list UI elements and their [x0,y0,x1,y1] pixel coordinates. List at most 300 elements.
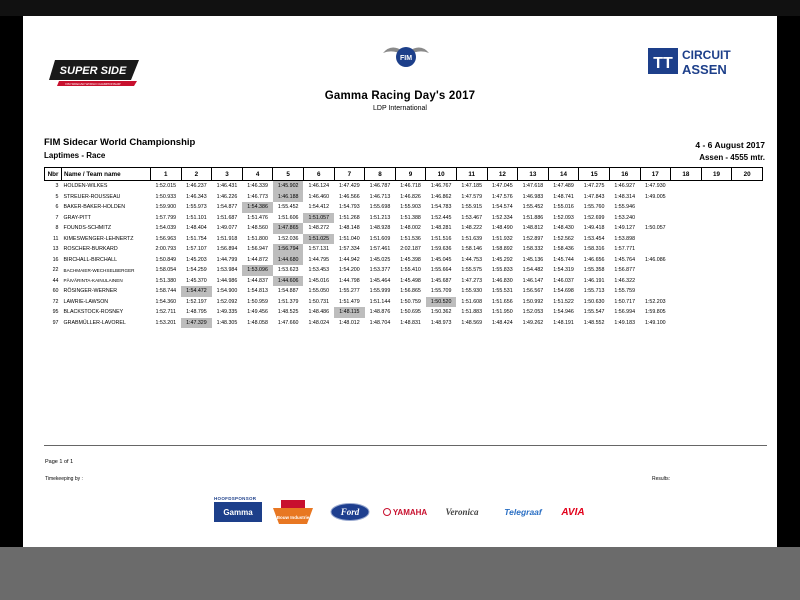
svg-text:Ford: Ford [340,507,360,517]
svg-text:CIRCUIT: CIRCUIT [682,48,731,62]
lap-time-cell: 1:52.093 [553,214,574,221]
table-row [45,244,763,255]
lap-time-cell: 1:51.950 [492,309,513,316]
lap-time-cell: 1:54.319 [553,267,574,274]
lap-time-cell: 1:51.522 [553,298,574,305]
lap-time-cell: 1:52.711 [155,309,176,316]
lap-time-cell: 1:45.292 [492,256,513,263]
lap-time-cell: 1:51.639 [461,235,483,242]
lap-time-cell: 1:45.687 [430,277,452,284]
lap-time-cell: 1:56.963 [155,235,177,242]
lap-time-cell [640,202,671,213]
venue-info: Assen - 4555 mtr. [699,153,765,162]
sponsor-bouw-logo [273,500,313,524]
rider-number: 95 [52,309,59,316]
lap-time-cell [701,265,732,276]
lap-time-cell: 1:54.039 [155,225,177,232]
lap-time-cell: 1:51.379 [277,298,299,305]
lap-time-cell: 1:58.892 [492,246,513,253]
team-name: LAWRIE-LAWSON [63,298,109,305]
lap-time-cell [671,244,702,255]
lap-time-cell: 1:48.424 [492,319,513,326]
lap-time-cell [701,276,732,287]
header-lap-13: 13 [518,168,549,181]
lap-time-cell: 1:55.016 [553,204,574,211]
lap-time-cell: 1:46.191 [583,277,605,284]
lap-time-cell [671,297,702,308]
lap-time-cell: 1:50.630 [583,298,605,305]
page-info: Page 1 of 1 [45,459,74,465]
header-lap-19: 19 [701,168,732,181]
lap-time-cell [732,223,763,234]
lap-time-cell: 1:47.275 [583,183,605,190]
best-lap-cell: 1:54.472 [181,286,212,297]
lap-time-cell: 1:49.100 [644,319,666,326]
lap-time-cell: 1:50.759 [400,298,421,305]
event-subtitle: LDP International [373,105,427,112]
header-lap-2: 2 [181,168,212,181]
lap-time-cell: 1:51.609 [369,235,391,242]
lap-time-cell: 1:50.959 [247,298,268,305]
lap-time-cell [671,192,702,203]
lap-time-cell: 1:46.767 [430,183,452,190]
lap-time-cell: 1:48.281 [430,225,452,232]
lap-time-cell: 1:51.516 [430,235,452,242]
tt-circuit-assen-logo [646,44,768,78]
lap-time-cell [732,297,763,308]
best-lap-cell: 1:44.606 [273,276,304,287]
lap-time-cell [701,255,732,266]
svg-text:FIM: FIM [399,55,413,62]
lap-time-cell: 1:50.695 [400,309,421,316]
team-name: ROSCHER-BURKARD [63,246,118,253]
lap-time-cell: 1:46.656 [583,256,605,263]
lap-time-cell: 1:47.489 [553,183,574,190]
lap-time-cell: 1:52.699 [583,214,605,221]
lap-time-cell: 1:52.445 [430,214,452,221]
team-name: BIRCHALL-BIRCHALL [63,256,118,263]
team-name: STREUER-ROUSSEAU [63,193,121,200]
lap-time-cell: 1:50.849 [155,256,177,263]
lap-time-cell: 1:46.431 [216,183,238,190]
lap-time-cell [671,223,702,234]
best-lap-cell: 1:51.057 [303,213,334,224]
lap-time-cell: 1:51.101 [186,214,207,221]
lap-time-cell: 1:51.380 [155,277,177,284]
lap-time-cell: 1:52.092 [216,298,238,305]
lap-time-cell: 1:53.240 [614,214,636,221]
team-name: RÖSINGER-WERNER [63,288,118,295]
lap-time-cell: 1:55.973 [186,204,207,211]
lap-time-cell: 1:49.335 [216,309,238,316]
lap-time-cell: 1:46.226 [216,193,238,200]
lap-time-cell: 1:58.332 [522,246,544,253]
lap-time-cell: 1:48.002 [400,225,421,232]
lap-time-cell [671,318,702,329]
results-label: Results: [652,476,671,482]
lap-time-cell: 1:53.898 [614,235,636,242]
lap-time-cell: 1:54.259 [186,267,207,274]
lap-time-cell: 1:58.054 [155,267,177,274]
lap-time-cell: 1:51.213 [369,214,391,221]
best-lap-cell: 1:51.025 [303,234,334,245]
lap-time-cell: 1:55.050 [308,288,330,295]
best-lap-cell: 1:48.115 [334,307,365,318]
lap-time-cell: 1:47.618 [522,183,544,190]
lap-time-cell: 1:45.370 [186,277,207,284]
lap-time-cell: 1:48.973 [430,319,452,326]
lap-time-cell: 1:55.759 [614,288,636,295]
lap-time-cell: 1:45.203 [186,256,207,263]
lap-time-cell: 1:48.486 [308,309,330,316]
lap-time-cell: 1:49.077 [216,225,238,232]
lap-time-cell [671,255,702,266]
lap-time-cell [640,276,671,287]
lap-time-cell: 1:45.016 [308,277,330,284]
timekeeping-label: Timekeeping by : [45,476,83,482]
lap-time-cell: 1:55.452 [277,204,299,211]
lap-time-cell: 1:56.994 [614,309,636,316]
lap-time-cell: 1:56.567 [522,288,544,295]
viewer-bottom-bar [0,547,800,600]
lap-time-cell: 1:57.131 [308,246,330,253]
lap-time-cell: 1:47.576 [492,193,513,200]
lap-time-cell: 1:57.461 [369,246,391,253]
lap-time-cell: 1:45.025 [369,256,391,263]
ford-oval-icon [330,503,370,521]
header-lap-6: 6 [303,168,334,181]
header-lap-1: 1 [151,168,182,181]
header-lap-18: 18 [671,168,702,181]
header-lap-12: 12 [487,168,518,181]
lap-time-cell: 1:49.005 [644,193,666,200]
header-lap-17: 17 [640,168,671,181]
lap-time-cell: 1:51.144 [369,298,391,305]
lap-time-cell [701,234,732,245]
lap-time-cell: 1:56.877 [614,267,636,274]
lap-time-cell [732,234,763,245]
lap-time-cell [732,276,763,287]
lap-time-cell: 1:55.930 [461,288,483,295]
sponsor-veronica-logo: Veronica [445,507,479,517]
lap-time-cell: 1:55.760 [583,204,605,211]
rider-number: 5 [55,193,59,200]
lap-time-cell: 1:55.915 [461,204,483,211]
lap-time-cell: 1:46.460 [308,193,330,200]
header-lap-7: 7 [334,168,365,181]
team-name: FOUNDS-SCHMITZ [63,225,112,232]
lap-time-cell: 1:50.057 [644,225,666,232]
sponsor-gamma-logo: Gamma [214,502,262,522]
lap-time-cell: 1:51.268 [339,214,360,221]
lap-time-cell: 1:52.015 [155,183,177,190]
lap-time-cell: 1:57.334 [339,246,360,253]
lap-time-cell: 1:46.322 [614,277,636,284]
lap-time-cell: 1:46.037 [553,277,574,284]
lap-time-cell: 1:49.262 [522,319,544,326]
lap-time-cell: 1:57.107 [186,246,207,253]
lap-time-cell: 1:54.360 [155,298,177,305]
lap-time-cell: 1:51.479 [339,298,360,305]
header-lap-9: 9 [395,168,426,181]
header-lap-11: 11 [456,168,487,181]
lap-time-cell: 1:53.623 [277,267,299,274]
lap-time-cell [732,307,763,318]
lap-time-cell [732,255,763,266]
header-lap-8: 8 [365,168,396,181]
table-body [45,181,763,329]
lap-time-cell: 1:55.698 [369,204,391,211]
lap-time-cell [701,318,732,329]
lap-time-cell: 1:55.410 [400,267,421,274]
lap-time-cell: 1:46.826 [400,193,421,200]
lap-time-cell: 1:48.191 [553,319,574,326]
lap-time-cell: 1:48.012 [339,319,360,326]
lap-time-cell: 1:48.314 [614,193,636,200]
lap-time-cell: 1:48.560 [247,225,268,232]
svg-text:TT: TT [653,55,673,72]
lap-time-cell: 1:53.377 [369,267,391,274]
lap-time-cell [732,318,763,329]
lap-time-cell [671,265,702,276]
lap-time-cell: 1:45.464 [369,277,391,284]
lap-time-cell: 1:54.887 [277,288,299,295]
lap-time-cell: 1:44.872 [247,256,268,263]
team-name: KIMESWENGER-LEHNERTZ [63,235,134,242]
lap-time-cell [732,181,763,192]
table-row [45,307,763,318]
lap-time-cell: 1:54.946 [553,309,574,316]
lap-time-cell: 1:49.127 [614,225,636,232]
lap-time-cell: 1:55.713 [583,288,605,295]
lap-time-cell: 1:45.045 [430,256,452,263]
svg-text:FIM SIDECAR WORLD CHAMPIONSHIP: FIM SIDECAR WORLD CHAMPIONSHIP [65,82,121,86]
lap-time-cell: 1:52.053 [522,309,544,316]
lap-time-cell [640,213,671,224]
lap-time-cell: 1:50.362 [430,309,452,316]
lap-time-cell: 1:51.800 [247,235,268,242]
lap-time-cell [701,244,732,255]
yamaha-emblem-icon [383,508,391,516]
lap-time-cell: 1:48.305 [216,319,238,326]
lap-time-cell [640,286,671,297]
team-name: PÄIVÄRINTA-KAINULAINEN [63,278,123,284]
session-subtitle: Laptimes - Race [44,151,106,160]
lap-time-cell: 1:47.660 [277,319,299,326]
lap-time-cell: 1:48.812 [522,225,544,232]
lap-time-cell: 1:44.799 [216,256,238,263]
main-sponsor-label: HOOFDSPONSOR [214,496,257,501]
lap-time-cell: 1:47.579 [461,193,483,200]
rider-number: 7 [55,214,59,221]
lap-time-cell: 1:44.942 [339,256,360,263]
lap-time-cell: 1:46.124 [308,183,330,190]
lap-time-cell: 1:54.813 [247,288,268,295]
best-lap-cell: 1:53.096 [242,265,273,276]
lap-time-cell: 1:46.147 [522,277,544,284]
lap-time-cell: 1:51.536 [400,235,421,242]
header-lap-10: 10 [426,168,457,181]
event-date: 4 - 6 August 2017 [695,140,765,150]
lap-time-cell [671,307,702,318]
lap-time-cell [640,234,671,245]
lap-time-cell: 1:44.837 [247,277,268,284]
lap-time-cell [701,202,732,213]
lap-time-cell [671,181,702,192]
lap-time-cell: 1:55.547 [583,309,605,316]
lap-time-cell: 1:48.148 [339,225,360,232]
lap-time-cell: 1:49.183 [614,319,636,326]
lap-time-cell: 1:54.698 [553,288,574,295]
rider-number: 11 [53,235,59,242]
lap-time-cell [671,213,702,224]
header-name: Name / Team name [62,168,151,181]
lap-time-cell: 1:56.947 [247,246,268,253]
lap-time-cell: 1:46.830 [492,277,513,284]
lap-time-cell: 1:48.928 [369,225,391,232]
lap-time-cell: 1:54.574 [492,204,513,211]
lap-time-cell: 1:57.771 [614,246,636,253]
lap-time-cell: 1:48.404 [186,225,207,232]
lap-time-cell: 1:45.136 [522,256,544,263]
lap-time-cell: 1:48.430 [553,225,574,232]
lap-time-cell: 1:51.932 [492,235,513,242]
header-lap-5: 5 [273,168,304,181]
lap-time-cell [640,265,671,276]
lap-time-cell: 1:55.664 [430,267,452,274]
rider-number: 97 [52,319,59,326]
lap-time-cell: 1:46.983 [522,193,544,200]
lap-time-cell: 1:48.831 [400,319,421,326]
lap-time-cell: 1:46.237 [186,183,207,190]
best-lap-cell: 1:47.329 [181,318,212,329]
rider-number: 72 [52,298,59,305]
lap-time-cell: 1:46.339 [247,183,268,190]
lap-time-cell: 1:55.575 [461,267,483,274]
lap-time-cell: 1:49.456 [247,309,268,316]
lap-time-cell [701,297,732,308]
lap-time-cell: 1:47.273 [461,277,483,284]
best-lap-cell: 1:44.680 [273,255,304,266]
lap-time-cell [640,244,671,255]
championship-title: FIM Sidecar World Championship [44,137,196,148]
lap-time-cell: 1:51.886 [522,214,544,221]
lap-time-cell [732,192,763,203]
lap-time-cell: 1:47.045 [492,183,513,190]
lap-time-cell [732,202,763,213]
lap-time-cell: 1:44.986 [216,277,238,284]
lap-time-cell: 1:53.467 [461,214,483,221]
lap-time-cell [732,286,763,297]
lap-time-cell: 1:52.197 [186,298,207,305]
best-lap-cell: 1:50.520 [426,297,457,308]
lap-time-cell: 1:51.606 [277,214,299,221]
rider-number: 60 [52,288,59,295]
lap-time-cell: 1:50.717 [614,298,636,305]
lap-time-cell: 1:45.398 [400,256,421,263]
table-row [45,213,763,224]
best-lap-cell: 1:47.865 [273,223,304,234]
lap-time-cell: 1:58.436 [553,246,574,253]
best-lap-cell: 1:45.902 [273,181,304,192]
lap-time-cell: 1:54.412 [308,204,330,211]
table-row [45,234,763,245]
lap-time-cell: 1:53.454 [583,235,605,242]
lap-time-cell: 1:46.787 [369,183,391,190]
lap-time-cell: 1:54.877 [216,204,238,211]
lap-time-cell: 1:54.900 [216,288,238,295]
lap-time-cell: 1:45.498 [400,277,421,284]
footer-divider [44,445,767,446]
lap-time-cell: 1:52.562 [553,235,574,242]
lap-time-cell: 2:02.187 [400,246,421,253]
superside-logo [49,58,143,88]
lap-time-cell: 1:51.883 [461,309,483,316]
lap-time-cell: 1:46.862 [430,193,452,200]
table-row [45,265,763,276]
lap-time-cell: 1:48.795 [186,309,207,316]
lap-time-cell: 1:51.687 [216,214,238,221]
lap-time-cell: 1:48.552 [583,319,605,326]
lap-time-cell: 1:57.799 [155,214,177,221]
header-lap-16: 16 [609,168,640,181]
svg-text:ASSEN: ASSEN [682,62,727,77]
viewer-top-bar [0,0,800,16]
lap-time-cell [671,276,702,287]
table-header-row [45,168,763,181]
header-lap-15: 15 [579,168,610,181]
lap-time-cell: 1:50.992 [522,298,544,305]
table-row [45,297,763,308]
sponsor-avia-logo: AVIA [561,506,585,518]
header-nbr: Nbr [45,168,62,181]
lap-time-cell [701,286,732,297]
lap-time-cell: 1:56.894 [216,246,238,253]
lap-time-cell: 1:48.490 [492,225,513,232]
lap-time-cell: 1:55.946 [614,204,636,211]
lap-time-cell: 1:55.709 [430,288,452,295]
lap-time-cell: 1:52.897 [522,235,544,242]
sponsor-ford-logo [330,503,370,521]
lap-time-cell: 1:52.334 [492,214,513,221]
lap-time-cell: 1:48.525 [277,309,299,316]
rider-number: 13 [52,246,59,253]
lap-time-cell: 1:51.608 [461,298,483,305]
table-row [45,181,763,192]
lap-time-cell: 1:46.927 [614,183,636,190]
lap-time-cell: 1:47.843 [583,193,605,200]
lap-time-cell: 1:51.918 [216,235,238,242]
lap-time-cell: 1:50.933 [155,193,177,200]
lap-time-cell: 1:51.040 [339,235,360,242]
lap-time-cell [701,307,732,318]
lap-time-cell: 1:46.713 [369,193,391,200]
lap-time-cell [732,244,763,255]
lap-time-cell: 1:45.764 [614,256,636,263]
lap-time-cell [701,181,732,192]
lap-time-cell [732,265,763,276]
lap-time-cell: 1:45.744 [553,256,574,263]
table-row [45,202,763,213]
team-name: BACHMAIER-WECHSELBERGER [63,267,135,273]
lap-time-cell: 1:55.531 [492,288,513,295]
lap-time-cell: 1:47.429 [339,183,360,190]
lap-time-cell: 1:58.744 [155,288,177,295]
table-row [45,192,763,203]
fim-logo [381,41,431,73]
lap-time-cell [701,223,732,234]
team-name: BLACKSTOCK-ROSNEY [63,309,124,316]
